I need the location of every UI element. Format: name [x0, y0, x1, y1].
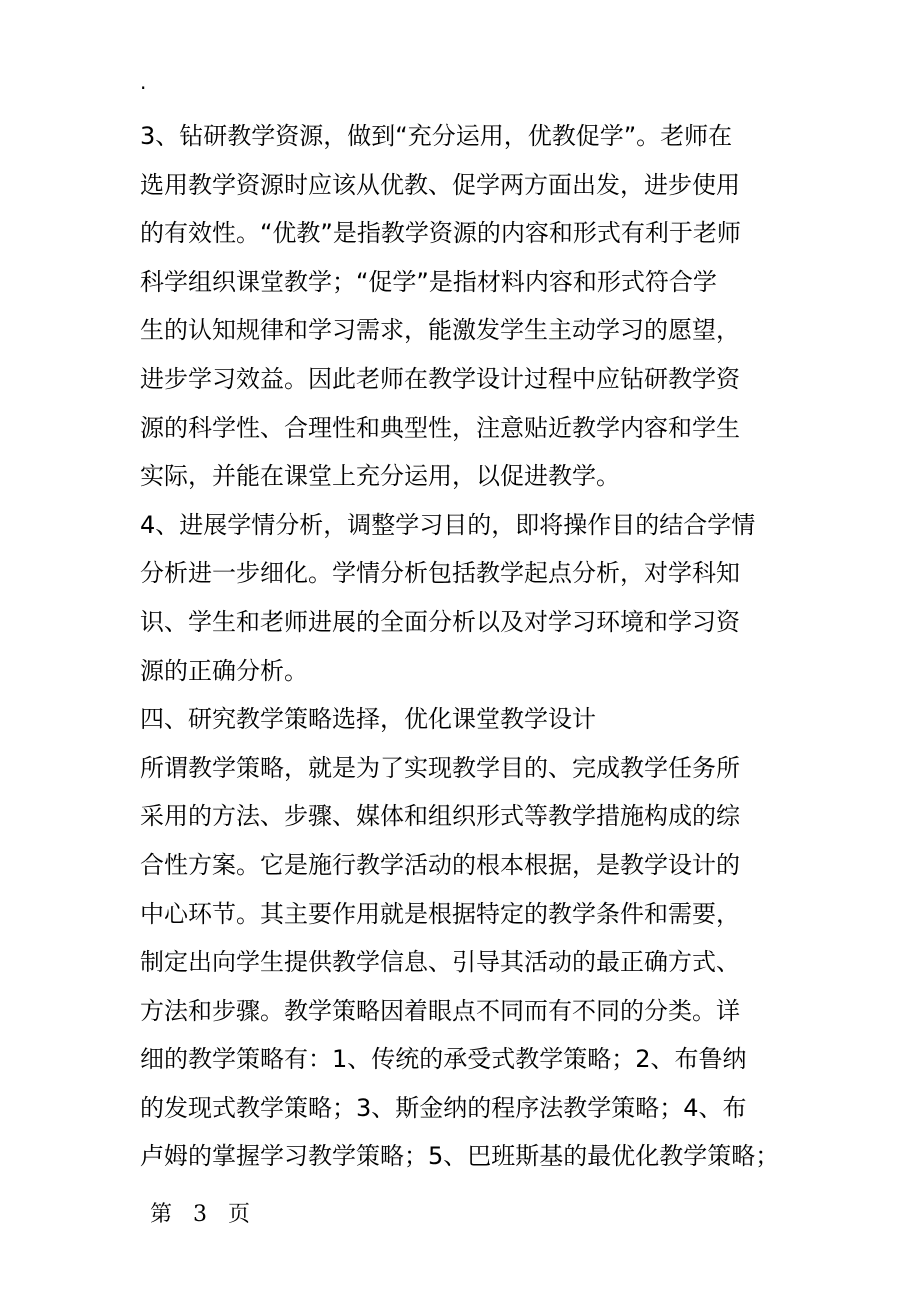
document-body	[140, 112, 780, 1181]
page-number: 3	[193, 1202, 208, 1227]
text-line: 合性方案。它是施行教学活动的根本根据，是教学设计的	[140, 850, 740, 879]
footer-suffix: 页	[228, 1202, 251, 1227]
text-line: 源的科学性、合理性和典型性，注意贴近教学内容和学生	[140, 413, 740, 442]
text-line: 生的认知规律和学习需求，能激发学生主动学习的愿望，	[140, 316, 740, 345]
text-line: 采用的方法、步骤、媒体和组织形式等教学措施构成的综	[140, 802, 740, 831]
text-line: 细的教学策略有：1、传统的承受式教学策略；2、布鲁纳	[140, 1045, 747, 1074]
text-line: 源的正确分析。	[140, 656, 308, 685]
page-footer	[150, 1200, 250, 1230]
header-mark: .	[140, 70, 147, 94]
text-line: 识、学生和老师进展的全面分析以及对学习环境和学习资	[140, 607, 740, 636]
text-line: 分析进一步细化。学情分析包括教学起点分析，对学科知	[140, 559, 740, 588]
text-line: 制定出向学生提供教学信息、引导其活动的最正确方式、	[140, 948, 740, 977]
text-line: 方法和步骤。教学策略因着眼点不同而有不同的分类。详	[140, 996, 740, 1025]
text-line: 实际，并能在课堂上充分运用，以促进教学。	[140, 462, 620, 491]
text-line: 进步学习效益。因此老师在教学设计过程中应钻研教学资	[140, 364, 740, 393]
footer-prefix: 第	[150, 1202, 173, 1227]
text-line: 科学组织课堂教学；“促学”是指材料内容和形式符合学	[140, 267, 717, 296]
text-line: 所谓教学策略，就是为了实现教学目的、完成教学任务所	[140, 753, 740, 782]
text-line: 卢姆的掌握学习教学策略；5、巴班斯基的最优化教学策略；	[140, 1142, 780, 1171]
text-line: 中心环节。其主要作用就是根据特定的教学条件和需要，	[140, 899, 740, 928]
text-line: 4、进展学情分析，调整学习目的，即将操作目的结合学情	[140, 510, 756, 539]
text-line: 的发现式教学策略；3、斯金纳的程序法教学策略；4、布	[140, 1093, 747, 1122]
text-line: 选用教学资源时应该从优教、促学两方面出发，进步使用	[140, 170, 740, 199]
text-line: 的有效性。“优教”是指教学资源的内容和形式有利于老师	[140, 219, 741, 248]
text-line: 3、钻研教学资源，做到“充分运用，优教促学”。老师在	[140, 122, 733, 150]
section-heading: 四、研究教学策略选择，优化课堂教学设计	[140, 705, 596, 734]
